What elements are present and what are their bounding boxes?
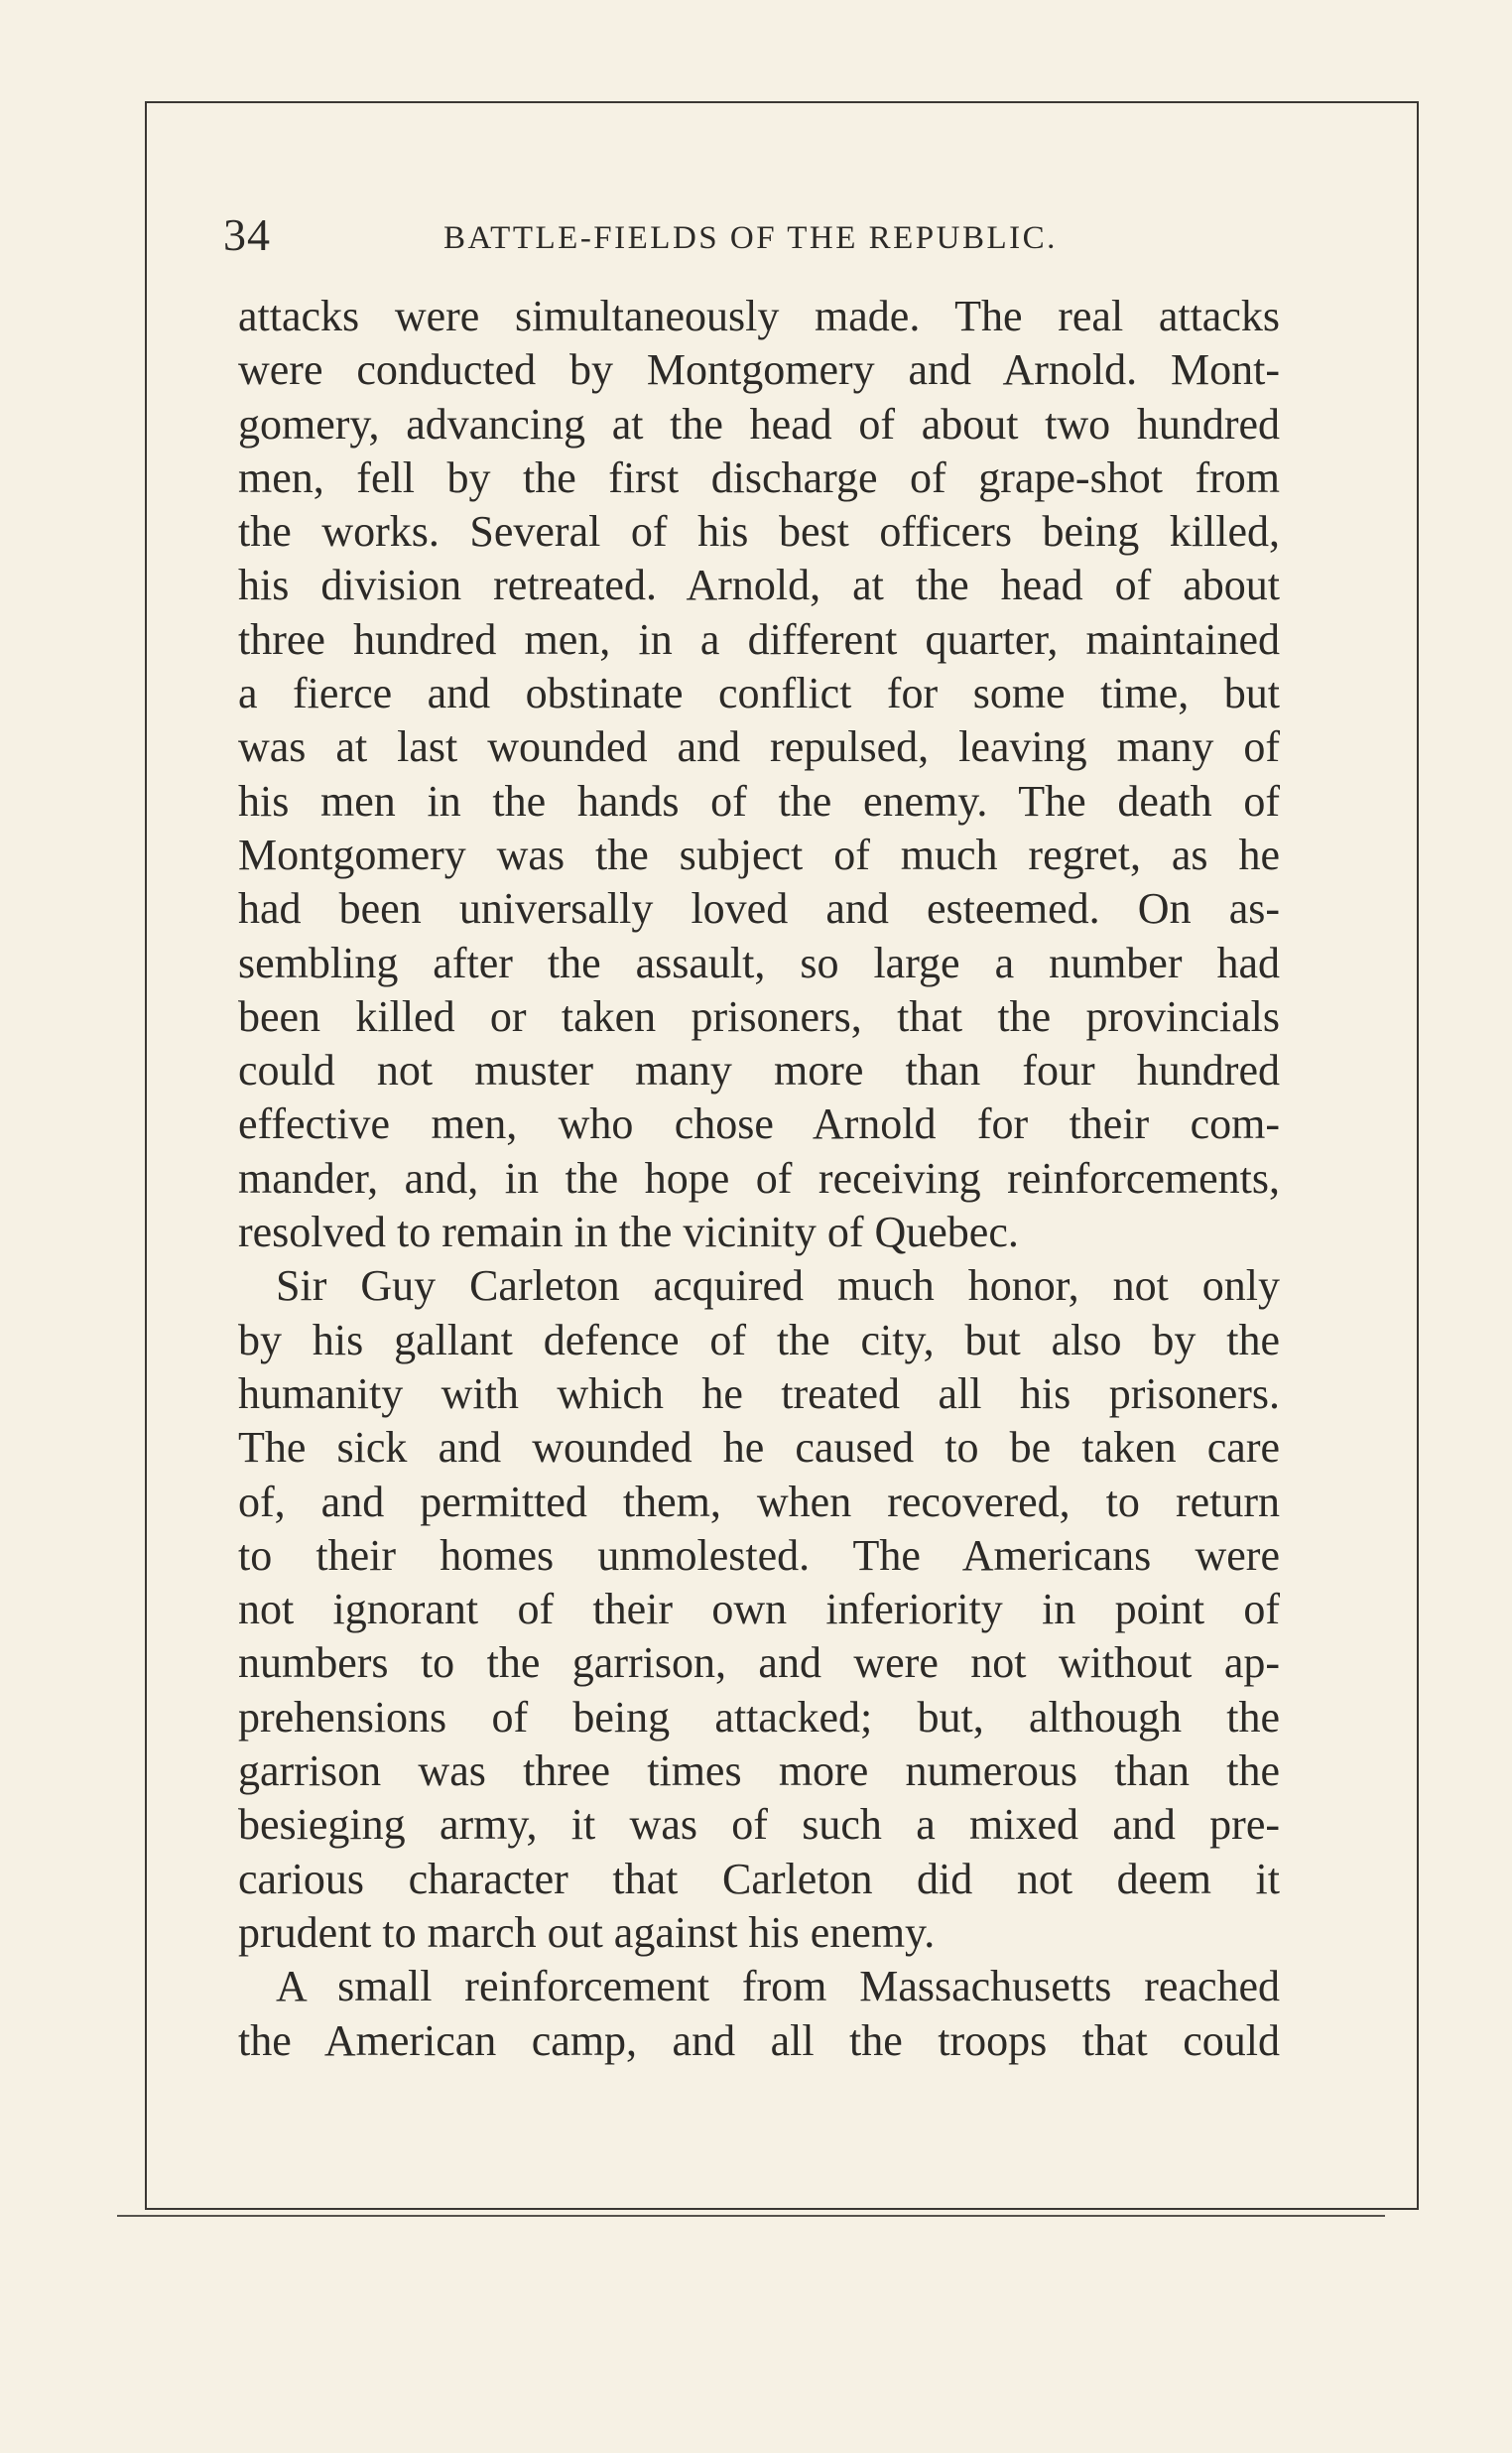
text-line: a fierce and obstinate conflict for some time, but — [238, 669, 1280, 718]
text-line: was at last wounded and repulsed, leaving many of — [238, 722, 1280, 772]
text-line: carious character that Carleton did not deem it — [238, 1854, 1280, 1903]
text-line: Sir Guy Carleton acquired much honor, not only — [276, 1261, 1280, 1311]
text-line: prehensions of being attacked; but, although the — [238, 1692, 1280, 1742]
bottom-rule — [117, 2215, 1385, 2217]
text-line: the American camp, and all the troops that could — [238, 2015, 1280, 2065]
text-line: his division retreated. Arnold, at the head of about — [238, 561, 1280, 610]
text-line: garrison was three times more numerous than the — [238, 1746, 1280, 1796]
text-line: prudent to march out against his enemy. — [238, 1907, 936, 1957]
text-line: attacks were simultaneously made. The real attacks — [238, 292, 1280, 340]
text-line: A small reinforcement from Massachusetts reached — [276, 1962, 1280, 2011]
text-line: mander, and, in the hope of receiving reinforcements, — [238, 1153, 1280, 1203]
text-line: his men in the hands of the enemy. The death of — [238, 776, 1280, 826]
text-line: The sick and wounded he caused to be taken care — [238, 1423, 1280, 1473]
text-line: resolved to remain in the vicinity of Quebec. — [238, 1208, 1019, 1257]
text-line: effective men, who chose Arnold for their com- — [238, 1099, 1280, 1149]
text-line: been killed or taken prisoners, that the provincials — [238, 991, 1280, 1041]
text-line: humanity with which he treated all his prisoners. — [238, 1368, 1280, 1418]
text-line: not ignorant of their own inferiority in point of — [238, 1585, 1280, 1634]
text-line: to their homes unmolested. The Americans were — [238, 1530, 1280, 1580]
running-head — [223, 203, 1295, 267]
text-line: were conducted by Montgomery and Arnold. Mont- — [238, 345, 1280, 395]
text-line: Montgomery was the subject of much regret, as he — [238, 830, 1280, 879]
text-line: gomery, advancing at the head of about two hundred — [238, 399, 1280, 449]
text-line: the works. Several of his best officers being killed, — [238, 507, 1280, 557]
text-line: three hundred men, in a different quarter, maintained — [238, 614, 1280, 664]
page-number: 34 — [223, 209, 271, 260]
text-line: had been universally loved and esteemed. On as- — [238, 884, 1280, 934]
running-title: BATTLE-FIELDS OF THE REPUBLIC. — [443, 220, 1058, 256]
text-line: numbers to the garrison, and were not without ap- — [238, 1638, 1280, 1688]
text-line: sembling after the assault, so large a number had — [238, 938, 1280, 987]
text-line: besieging army, it was of such a mixed and pre- — [238, 1800, 1280, 1850]
text-line: men, fell by the first discharge of grape-shot from — [238, 452, 1280, 502]
text-line: could not muster many more than four hundred — [238, 1046, 1280, 1096]
text-line: by his gallant defence of the city, but also by the — [238, 1315, 1280, 1364]
text-line: of, and permitted them, when recovered, to return — [238, 1477, 1280, 1526]
body-text — [238, 290, 1280, 2068]
